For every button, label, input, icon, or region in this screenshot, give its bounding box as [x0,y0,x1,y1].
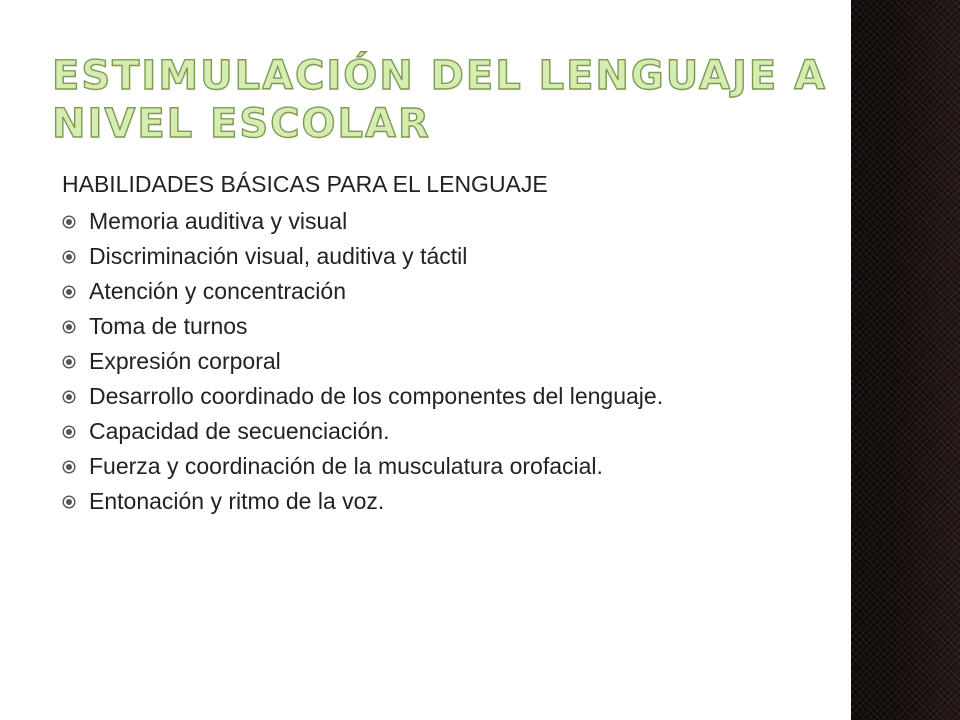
decorative-side-panel [851,0,960,720]
list-item [62,245,762,268]
section-subheading: HABILIDADES BÁSICAS PARA EL LENGUAJE [62,171,548,197]
bullet-text: Desarrollo coordinado de los componentes del lenguaje. [89,383,664,409]
radio-bullet-icon [62,425,76,439]
bullet-text: Toma de turnos [89,313,248,339]
radio-bullet-icon [62,250,76,264]
radio-bullet-icon [62,320,76,334]
radio-bullet-icon [62,495,76,509]
list-item [62,420,762,443]
bullet-text: Memoria auditiva y visual [89,208,348,234]
slide-body [62,170,762,525]
slide-title: ESTIMULACIÓN DEL LENGUAJE A NIVEL ESCOLAR [52,53,828,147]
bullet-text: Discriminación visual, auditiva y táctil [89,243,468,269]
radio-bullet-icon [62,355,76,369]
bullet-text: Capacidad de secuenciación. [89,418,390,444]
bullet-list [62,210,762,513]
list-item [62,490,762,513]
bullet-text: Entonación y ritmo de la voz. [89,488,385,514]
bullet-text: Expresión corporal [89,348,281,374]
bullet-text: Fuerza y coordinación de la musculatura orofacial. [89,453,603,479]
list-item [62,455,762,478]
bullet-text: Atención y concentración [89,278,346,304]
list-item [62,210,762,233]
list-item [62,385,762,408]
radio-bullet-icon [62,215,76,229]
radio-bullet-icon [62,460,76,474]
radio-bullet-icon [62,390,76,404]
list-item [62,315,762,338]
list-item [62,350,762,373]
radio-bullet-icon [62,285,76,299]
list-item [62,280,762,303]
